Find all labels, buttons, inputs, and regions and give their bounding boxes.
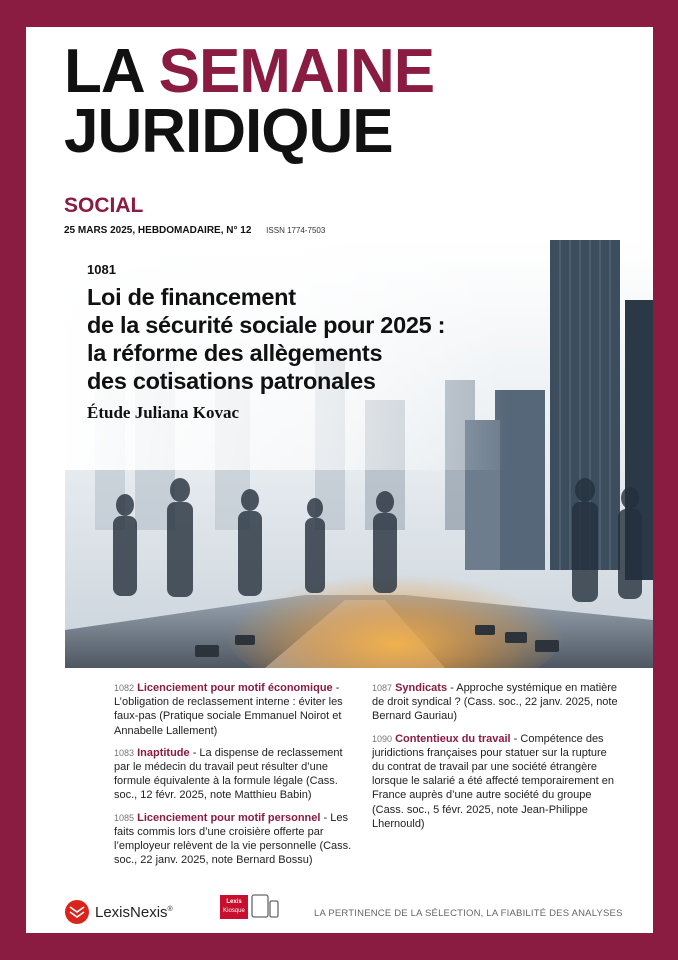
summary-column-right <box>372 681 618 839</box>
summary-number: 1090 <box>372 733 393 744</box>
masthead <box>64 37 435 166</box>
title-line: la réforme des allègements <box>87 340 383 366</box>
summary-number: 1082 <box>114 683 135 693</box>
summary-item[interactable] <box>114 811 359 868</box>
summary-item[interactable] <box>372 732 618 831</box>
tablet-phone-icon <box>251 893 279 919</box>
summary-item[interactable] <box>114 681 359 738</box>
tagline: LA PERTINENCE DE LA SÉLECTION, LA FIABILITÉ DES ANALYSES <box>314 908 623 919</box>
summary-number: 1087 <box>372 683 393 693</box>
title-line: de la sécurité sociale pour 2025 : <box>87 312 446 338</box>
masthead-semaine: SEMAINE <box>158 37 435 106</box>
issn: ISSN 1774-7503 <box>266 226 326 235</box>
section-title: SOCIAL <box>64 194 144 217</box>
summary-text: - Approche systémique en matière de droit syndical ? (Cass. soc., 22 janv. 2025, note Bernard Gauriau) <box>372 682 618 723</box>
summary-item[interactable] <box>114 746 359 803</box>
cover-image-area <box>65 240 653 668</box>
summary-number: 1085 <box>114 812 135 823</box>
summary-rubric: Syndicats <box>395 682 448 694</box>
summary-rubric: Inaptitude <box>137 746 190 759</box>
summary-column-left <box>114 681 359 875</box>
cover-story <box>87 262 445 423</box>
summary-text: - Compétence des juridictions françaises pour statuer sur la rupture du contrat de travail par une société étrangère lorsque le salarié a été affecté temporairement en France auprès d’une autre société du groupe (Cass. soc., 5 févr. 2025, note Jean-Philippe Lhernould) <box>372 732 614 830</box>
summary-text: - Les faits commis lors d’une croisière offerte par l’employeur relèvent de la vie personnelle (Cass. soc., 22 janv. 2025, note Bernard Bossu) <box>114 811 352 867</box>
summary-number: 1083 <box>114 747 135 758</box>
summary-text: - La dispense de reclassement par le médecin du travail peut résulter d’une formule équivalente à la formule légale (Cass. soc., 12 févr. 2025, note Matthieu Babin) <box>114 746 343 802</box>
kiosque-logo: Lexis Kiosque <box>220 895 248 919</box>
cover-page <box>26 27 653 933</box>
summary-rubric: Licenciement pour motif économique <box>137 682 333 694</box>
issue-date: 25 MARS 2025, HEBDOMADAIRE, N° 12 <box>64 225 252 236</box>
lexis-kiosque-badge[interactable] <box>220 893 279 919</box>
summary-rubric: Contentieux du travail <box>395 732 511 745</box>
masthead-la: LA <box>64 37 143 106</box>
summary-text: - L’obligation de reclassement interne : éviter les faux-pas (Pratique sociale Emmanuel Noirot et Annabelle Lallement) <box>114 682 343 737</box>
cover-story-number[interactable]: 1081 <box>87 262 116 277</box>
summary-item[interactable] <box>372 681 618 724</box>
cover-story-byline: Étude Juliana Kovac <box>87 403 240 422</box>
masthead-juridique: JURIDIQUE <box>64 97 393 166</box>
issue-dateline <box>64 225 325 236</box>
lexisnexis-logo[interactable] <box>64 899 173 925</box>
summary-rubric: Licenciement pour motif personnel <box>137 811 321 824</box>
title-line: Loi de financement <box>87 284 296 310</box>
cover-story-title[interactable] <box>87 283 445 395</box>
title-line: des cotisations patronales <box>87 368 376 394</box>
publisher-name: LexisNexis® <box>95 903 173 921</box>
lexisnexis-emblem-icon <box>64 899 90 925</box>
